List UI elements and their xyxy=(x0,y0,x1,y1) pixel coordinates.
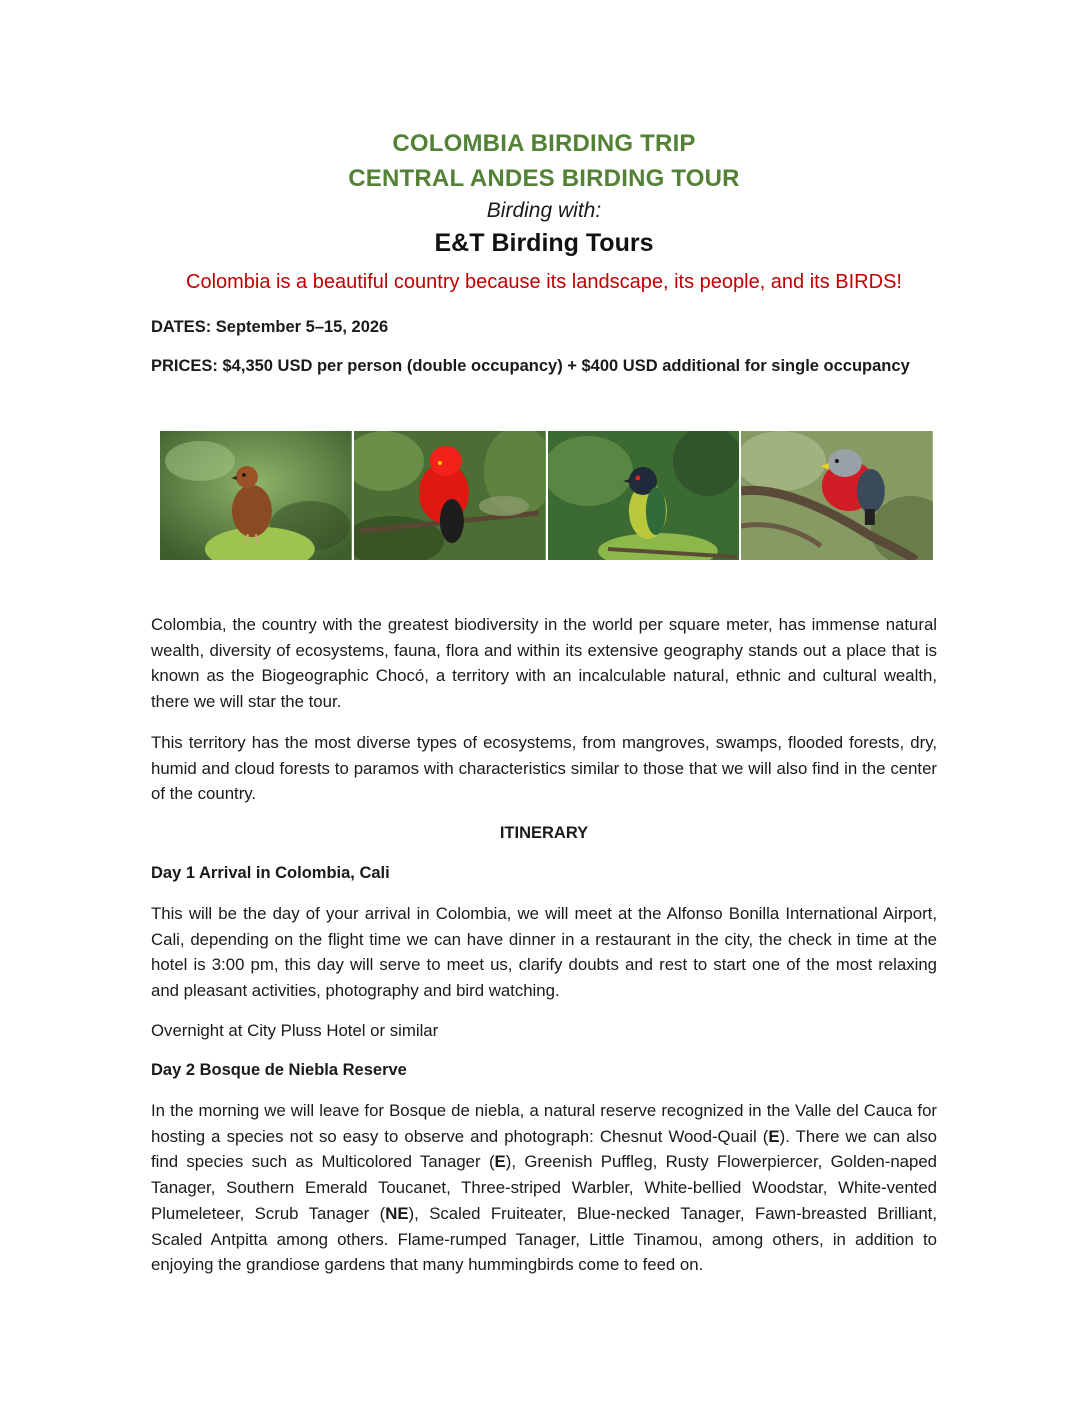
birding-with-label: Birding with: xyxy=(486,199,602,222)
near-endemic-marker: NE xyxy=(385,1203,409,1223)
endemic-marker-1: E xyxy=(768,1126,780,1146)
title-line-1: COLOMBIA BIRDING TRIP xyxy=(392,130,696,157)
toucan-barbet-photo xyxy=(741,431,933,560)
prices-line: PRICES: $4,350 USD per person (double occupancy) + $400 USD additional for single occupancy xyxy=(151,357,910,375)
intro-paragraph-2: This territory has the most diverse types of ecosystems, from mangroves, swamps, flooded forests, dry, humid and cloud forests to paramos with characteristics similar to those that we will also find in the center of the country. xyxy=(151,733,937,804)
day-1-overnight: Overnight at City Pluss Hotel or similar xyxy=(151,1021,439,1040)
intro-paragraph-1: Colombia, the country with the greatest biodiversity in the world per square meter, has immense natural wealth, diversity of ecosystems, fauna, flora and within its extensive geography stands out a place that is known as the Biogeographic Chocó, a territory with an incalculable natural, ethnic and cultural wealth, there we will star the tour. xyxy=(151,615,937,712)
day-2-text xyxy=(151,1098,937,1278)
title-line-2: CENTRAL ANDES BIRDING TOUR xyxy=(348,165,740,192)
green-tanager-photo xyxy=(548,431,740,560)
dates-line: DATES: September 5–15, 2026 xyxy=(151,318,389,336)
bird-photo-strip xyxy=(160,431,933,560)
day-1-text: This will be the day of your arrival in Colombia, we will meet at the Alfonso Bonilla International Airport, Cali, depending on the flight time we can have dinner in a restaurant in the city, the check in time at the hotel is 3:00 pm, this day will serve to meet us, clarify doubts and rest to start one of the most relaxing and pleasant activities, photography and bird watching. xyxy=(151,904,937,1001)
red-cock-of-the-rock-photo xyxy=(354,431,546,560)
endemic-marker-2: E xyxy=(494,1152,506,1172)
day-2-text-part-2: ). There we can also find species such as Multicolored Tanager ( xyxy=(151,1126,937,1172)
tagline: Colombia is a beautiful country because its landscape, its people, and its BIRDS! xyxy=(186,271,902,293)
day-1-title: Day 1 Arrival in Colombia, Cali xyxy=(151,864,390,882)
day-2-text-part-4: ), Scaled Fruiteater, Blue-necked Tanager, Fawn-breasted Brilliant, Scaled Antpitta among others. Flame-rumped Tanager, Little Tinamou, among others, in addition to enjoying the grandiose gardens that many hummingbirds come to feed on. xyxy=(151,1203,937,1275)
company-name: E&T Birding Tours xyxy=(434,229,654,257)
day-2-text-part-1: In the morning we will leave for Bosque de niebla, a natural reserve recognized in the Valle del Cauca for hosting a species not so easy to observe and photograph: Chesnut Wood-Quail ( xyxy=(151,1101,937,1146)
itinerary-heading: ITINERARY xyxy=(499,824,589,842)
day-2-title: Day 2 Bosque de Niebla Reserve xyxy=(151,1061,407,1079)
day-2-text-part-3: ), Greenish Puffleg, Rusty Flowerpiercer, Golden-naped Tanager, Southern Emerald Toucanet, Three-striped Warbler, White-bellied Woodstar, White-vented Plumeleteer, Scrub Tanager ( xyxy=(151,1152,937,1223)
chestnut-bird-photo xyxy=(160,431,352,560)
